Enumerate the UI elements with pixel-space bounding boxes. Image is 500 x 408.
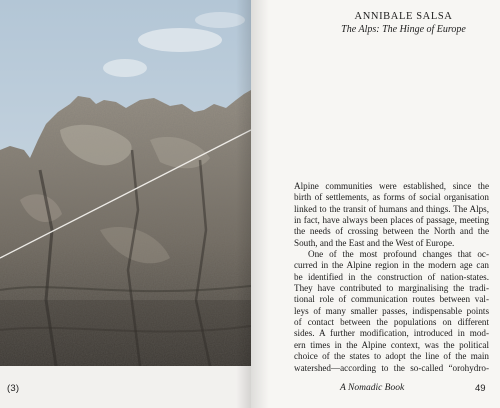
mountain-photo: [0, 0, 251, 366]
text-line: linked to the transit of humans and things. The Alps,: [294, 203, 489, 214]
left-page-number: (3): [7, 383, 20, 394]
text-line: birth of settlements, as forms of social organisation: [294, 192, 489, 203]
right-page: [251, 0, 500, 408]
text-line: South, and the East and the West of Europe.: [294, 237, 455, 248]
text-line: choice of the states to adopt the line of the main: [294, 351, 489, 362]
text-line: watershed—according to the so-called “orohydro-: [294, 362, 489, 373]
paragraph-2: [294, 249, 489, 374]
text-line: One of the most profound changes that oc-: [308, 249, 489, 260]
footer-book-title: A Nomadic Book: [340, 383, 405, 393]
text-line: in fact, have always been places of passage, meeting: [294, 215, 489, 226]
text-line: of contact between the populations on different: [294, 317, 489, 328]
text-line: the needs of crossing between the North and the: [294, 226, 489, 237]
text-line: ern times in the Alpine context, was the political: [294, 339, 489, 350]
text-line: They have contributed to marginalising the tradi-: [294, 283, 489, 294]
text-line: Alpine communities were established, since the: [294, 181, 489, 191]
text-line: leys of many smaller passes, indispensable points: [294, 305, 489, 316]
right-page-number: 49: [475, 383, 486, 394]
author-name: ANNIBALE SALSA: [354, 11, 453, 22]
running-head: [311, 10, 496, 36]
gutter-shadow-right: [251, 0, 269, 408]
rock-face-illustration: [0, 0, 251, 366]
body-text: [294, 181, 489, 374]
text-line: be identified in the construction of nation-states.: [294, 271, 489, 282]
text-line: tional role of communication routes between val-: [294, 294, 489, 305]
paragraph-1: [294, 181, 489, 249]
text-line: sides. A further modification, introduced in mod-: [294, 328, 489, 339]
essay-title: The Alps: The Hinge of Europe: [341, 24, 466, 35]
text-line: curred in the Alpine region in the modern age can: [294, 260, 489, 271]
